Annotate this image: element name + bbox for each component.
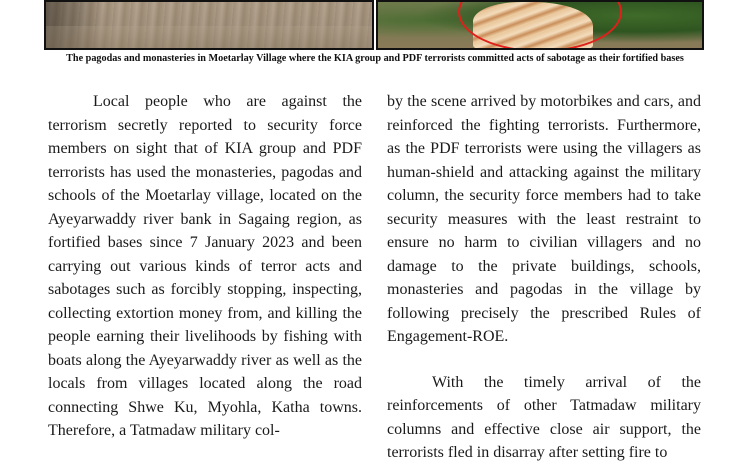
figure-caption: The pagodas and monasteries in Moetarlay Village where the KIA group and PDF terrorists committed acts of sabotage as their fortified bases	[66, 53, 684, 64]
pagoda-photo-left	[44, 0, 374, 50]
rubble-photo-right	[376, 0, 704, 50]
paragraph: With the timely arrival of the reinforcements of other Tatmadaw military columns and effective close air support, the terrorists fled in disarray after setting fire to	[387, 373, 701, 461]
article-column-left	[48, 90, 362, 443]
paragraph: Local people who are against the terrorism secretly reported to security force members on sight that of KIA group and PDF terrorists has used the monasteries, pagodas and schools of the Moetarlay village, located on the Ayeyarwaddy river bank in Sagaing region, as fortified bases since 7 January 2023 and been carrying out various kinds of terror acts and sabotages such as forcibly stopping, inspecting, collecting extortion money from, and killing the people earning their livelihoods by fishing with boats along the Ayeyarwaddy river as well as the locals from villages located along the road connecting Shwe Ku, Myohla, Katha towns. Therefore, a Tatmadaw military col-	[48, 93, 362, 439]
article-column-right	[387, 90, 701, 465]
paragraph: by the scene arrived by motorbikes and cars, and reinforced the fighting terrorists. Furthermore, as the PDF terrorists were using the villagers as human-shield and attacking against the military column, the security force members had to take security measures with the least restraint to ensure no harm to civilian villagers and no damage to the private buildings, schools, monasteries and pagodas in the village by following precisely the prescribed Rules of Engagement-ROE.	[387, 93, 701, 345]
photo-ground	[46, 26, 372, 48]
